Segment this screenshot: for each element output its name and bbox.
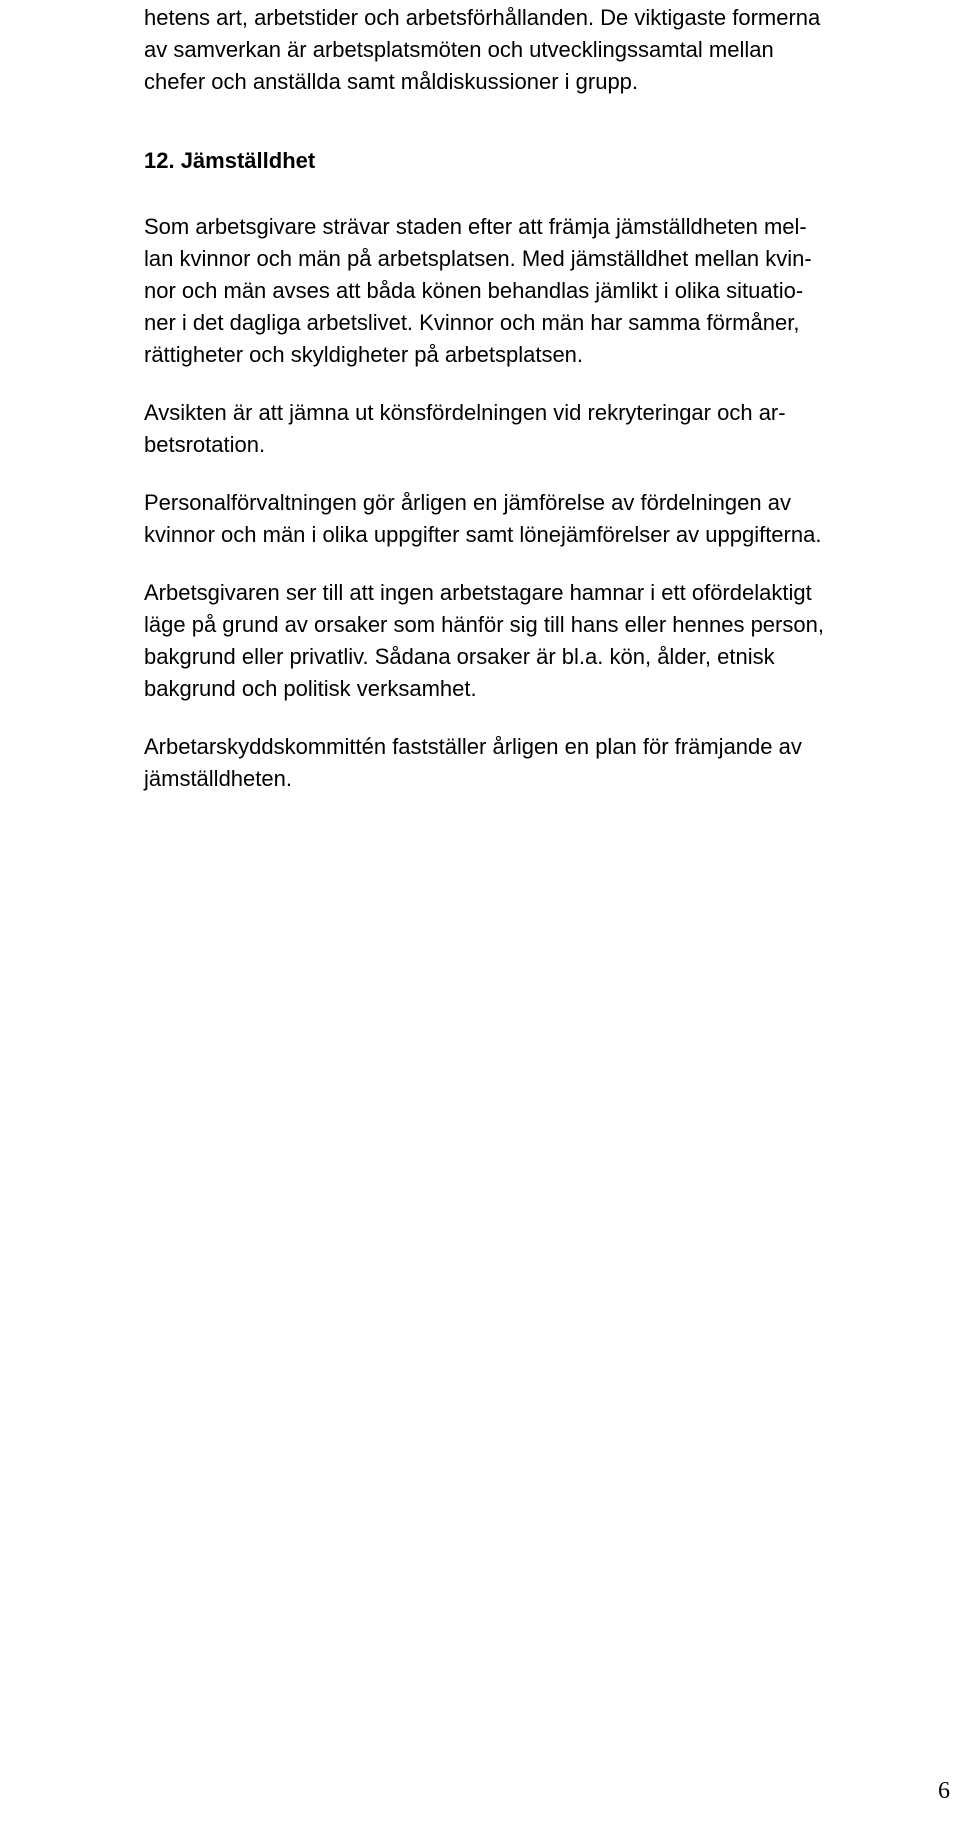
paragraph-4-line-4: bakgrund och politisk verksamhet.: [144, 676, 477, 701]
paragraph-5-line-2: jämställdheten.: [144, 766, 292, 791]
paragraph-1-line-2: lan kvinnor och män på arbetsplatsen. Med jämställdhet mellan kvin-: [144, 246, 812, 271]
paragraph-1-line-1: Som arbetsgivare strävar staden efter att främja jämställdheten mel-: [144, 214, 807, 239]
intro-line-2: av samverkan är arbetsplatsmöten och utvecklingssamtal mellan: [144, 37, 774, 62]
paragraph-2-line-2: betsrotation.: [144, 432, 266, 457]
paragraph-1-line-5: rättigheter och skyldigheter på arbetsplatsen.: [144, 342, 584, 367]
paragraph-5-line-1: Arbetarskyddskommittén fastställer årligen en plan för främjande av: [144, 734, 802, 759]
paragraph-4-line-1: Arbetsgivaren ser till att ingen arbetstagare hamnar i ett ofördelaktigt: [144, 580, 812, 605]
intro-line-1: hetens art, arbetstider och arbetsförhållanden. De viktigaste formerna: [144, 5, 821, 30]
page-number: 6: [938, 1778, 950, 1804]
paragraph-4-line-3: bakgrund eller privatliv. Sådana orsaker är bl.a. kön, ålder, etnisk: [144, 644, 775, 669]
intro-line-3: chefer och anställda samt måldiskussioner i grupp.: [144, 69, 639, 94]
section-heading: 12. Jämställdhet: [144, 148, 316, 173]
paragraph-2-line-1: Avsikten är att jämna ut könsfördelningen vid rekryteringar och ar-: [144, 400, 786, 425]
paragraph-4-line-2: läge på grund av orsaker som hänför sig till hans eller hennes person,: [144, 612, 824, 637]
paragraph-1-line-3: nor och män avses att båda könen behandlas jämlikt i olika situatio-: [144, 278, 804, 303]
paragraph-1-line-4: ner i det dagliga arbetslivet. Kvinnor och män har samma förmåner,: [144, 310, 800, 335]
paragraph-3-line-2: kvinnor och män i olika uppgifter samt lönejämförelser av uppgifterna.: [144, 522, 822, 547]
paragraph-3-line-1: Personalförvaltningen gör årligen en jämförelse av fördelningen av: [144, 490, 791, 515]
